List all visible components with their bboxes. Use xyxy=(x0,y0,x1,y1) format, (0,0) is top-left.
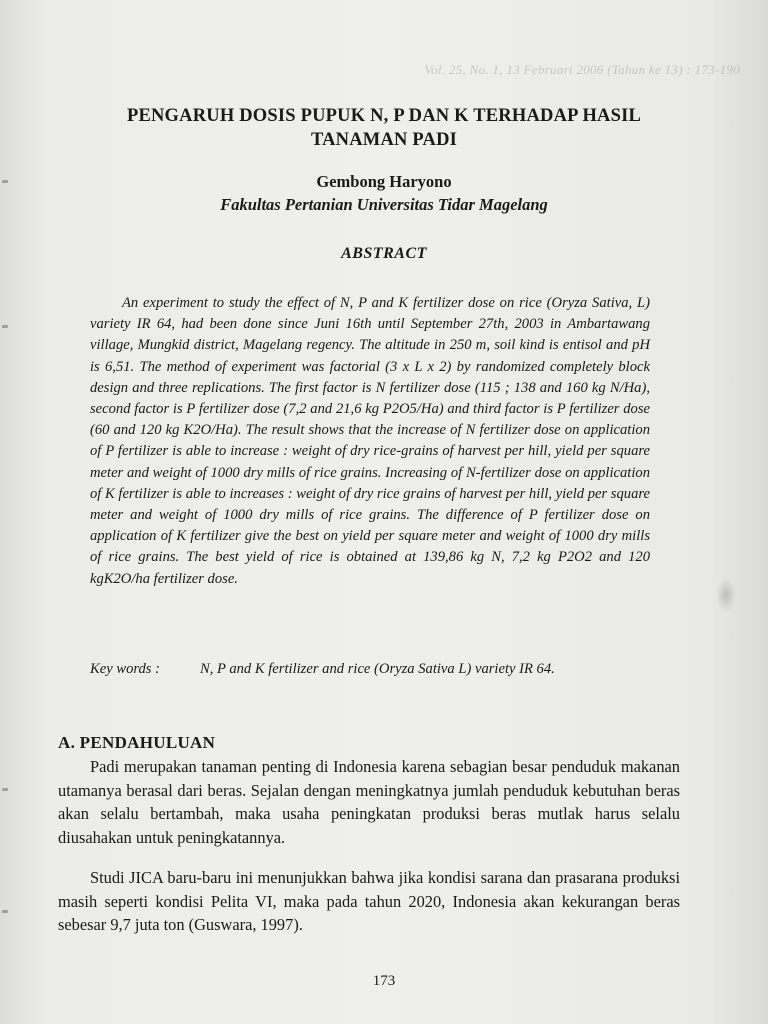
author-affiliation: Fakultas Pertanian Universitas Tidar Magelang xyxy=(220,195,548,214)
paragraph-1-text: Padi merupakan tanaman penting di Indonesia karena sebagian besar penduduk makanan utamanya berasal dari beras. Sejalan dengan meningkatnya jumlah penduduk kebutuhan beras akan selalu bertambah, maka usaha peningkatan produksi beras mutlak harus selalu diusahakan untuk peningkatannya. xyxy=(58,757,680,847)
page-number: 173 xyxy=(372,973,396,989)
body-paragraph-1 xyxy=(58,755,680,849)
scan-margin-mark xyxy=(2,325,8,328)
body-paragraph-2 xyxy=(58,866,680,937)
scan-margin-mark xyxy=(2,180,8,183)
scan-margin-mark xyxy=(2,788,8,791)
paper-title-line-1: PENGARUH DOSIS PUPUK N, P DAN K TERHADAP HASIL xyxy=(126,106,642,126)
author-name: Gembong Haryono xyxy=(316,172,452,191)
section-heading: A. PENDAHULUAN xyxy=(58,733,216,752)
journal-header: Vol. 25, No. 1, 13 Februari 2006 (Tahun ke 13) : 173-190 xyxy=(424,62,740,77)
scan-smudge xyxy=(716,578,736,612)
abstract-body xyxy=(90,293,650,590)
paragraph-2-text: Studi JICA baru-baru ini menunjukkan bahwa jika kondisi sarana dan prasarana produksi masih seperti kondisi Pelita VI, maka pada tahun 2020, Indonesia akan kekurangan beras sebesar 9,7 juta ton (Guswara, 1997). xyxy=(58,868,680,934)
scan-margin-mark xyxy=(2,910,8,913)
keywords-text: N, P and K fertilizer and rice (Oryza Sativa L) variety IR 64. xyxy=(200,661,555,677)
abstract-text: An experiment to study the effect of N, P and K fertilizer dose on rice (Oryza Sativa, L) variety IR 64, had been done since Juni 16th until September 27th, 2003 in Ambartawang village, Mungkid district, Magelang regency. The altitude in 250 m, soil kind is entisol and pH is 6,51. The method of experiment was factorial (3 x L x 2) by randomized completely block design and three replications. The first factor is N fertilizer dose (115 ; 138 and 160 kg N/Ha), second factor is P fertilizer dose (7,2 and 21,6 kg P2O5/Ha) and third factor is P fertilizer dose (60 and 120 kg K2O/Ha). The result shows that the increase of N fertilizer dose on application of P fertilizer is able to increase : weight of dry rice-grains of harvest per hill, yield per square meter and weight of 1000 dry mills of rice grains. Increasing of N-fertilizer dose on application of K fertilizer is able to increases : weight of dry rice grains of harvest per hill, yield per square meter and weight of 1000 dry mills of rice grains. The difference of P fertilizer dose on application of K fertilizer give the best on yield per square meter and weight of 1000 dry mills of rice grains. The best yield of rice is obtained at 139,86 kg N, 7,2 kg P2O2 and 120 kgK2O/ha fertilizer dose. xyxy=(90,295,650,587)
keywords-line xyxy=(90,661,650,678)
keywords-label: Key words : xyxy=(90,661,160,677)
paper-title-line-2: TANAMAN PADI xyxy=(310,130,458,150)
abstract-heading: ABSTRACT xyxy=(341,245,427,262)
